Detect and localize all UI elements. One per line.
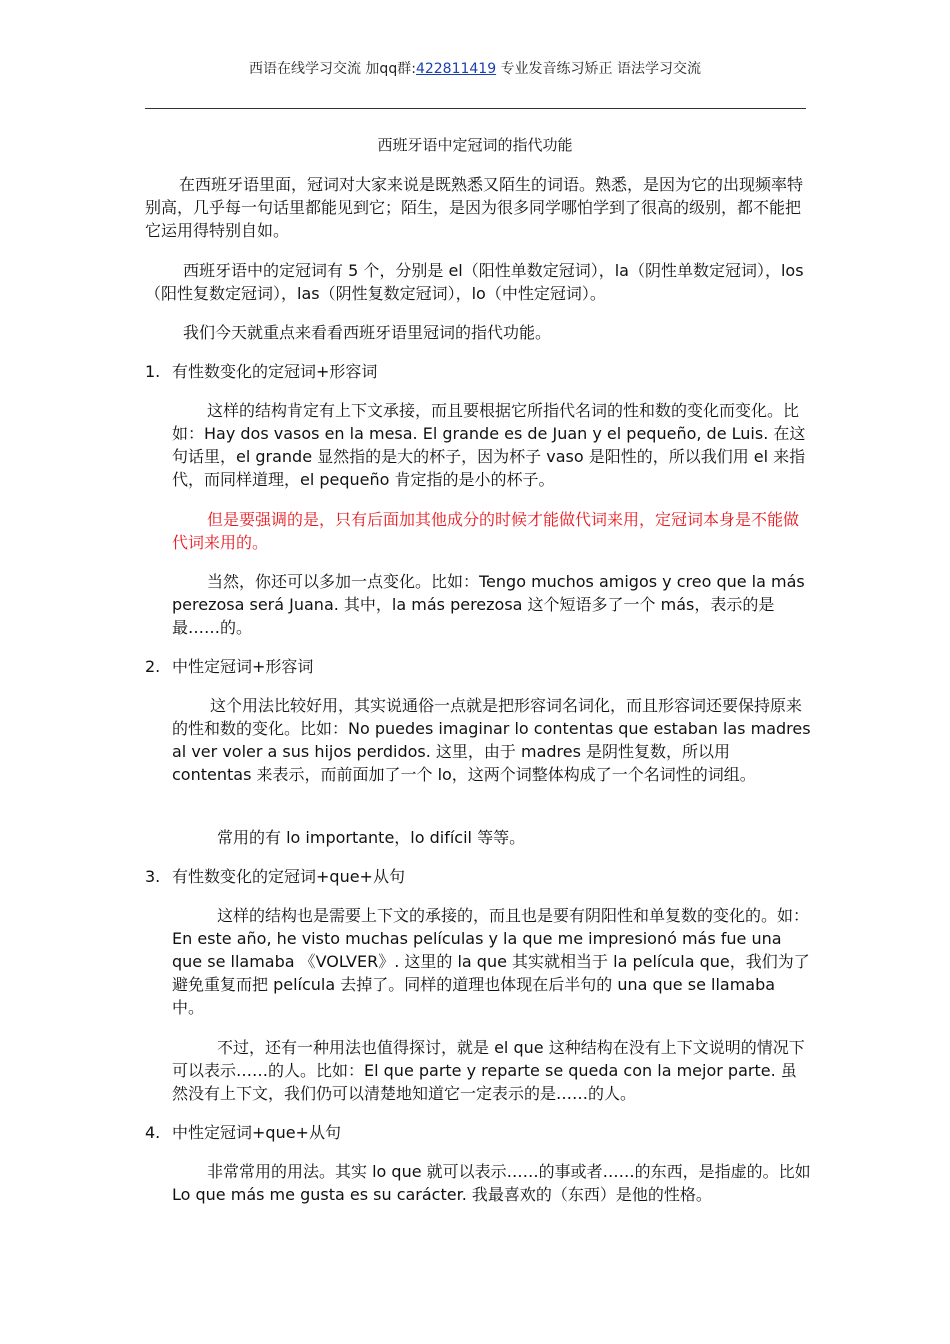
qq-group-link[interactable]: 422811419 (415, 61, 497, 77)
section-2-heading (145, 655, 785, 678)
section-1-red-note: 但是要强调的是，只有后面加其他成分的时候才能做代词来用，定冠词本身是不能做代词来用的。 (172, 510, 800, 552)
section-1-title: 有性数变化的定冠词+形容词 (172, 362, 378, 381)
document-title: 西班牙语中定冠词的指代功能 (377, 136, 573, 154)
section-4-paragraph-1: 非常常用的用法。其实 lo que 就可以表示……的事或者……的东西，是指虚的。比如 Lo que más me gusta es su carácter. 我最喜欢的（东西）是他的性格。 (172, 1162, 811, 1204)
header-suffix: 专业发音练习矫正 语法学习交流 (496, 61, 702, 77)
section-4-heading (145, 1121, 785, 1144)
section-3-number: 3. (145, 867, 161, 886)
section-2-paragraph-1: 这个用法比较好用，其实说通俗一点就是把形容词名词化，而且形容词还要保持原来的性和数的变化。比如：No puedes imaginar lo contentas que estaban las madres al ver voler a sus hijos perdidos. 这里，由于 madres 是阴性复数，所以用 contentas 来表示，而前面加了一个 lo，这两个词整体构成了一个名词性的词组。 (172, 696, 811, 784)
section-2-number: 2. (145, 657, 161, 676)
section-1-paragraph-1: 这样的结构肯定有上下文承接，而且要根据它所指代名词的性和数的变化而变化。比如：Hay dos vasos en la mesa. El grande es de Juan y el pequeño, de Luis. 在这句话里，el grande 显然指的是大的杯子，因为杯子 vaso 是阳性的，所以我们用 el 来指代，而同样道理，el pequeño 肯定指的是小的杯子。 (172, 401, 806, 489)
intro-paragraph-2: 西班牙语中的定冠词有 5 个，分别是 el（阳性单数定冠词），la（阴性单数定冠词），los（阳性复数定冠词），las（阴性复数定冠词），lo（中性定冠词）。 (145, 261, 804, 303)
section-1-paragraph-2: 当然，你还可以多加一点变化。比如：Tengo muchos amigos y creo que la más perezosa será Juana. 其中，la más perezosa 这个短语多了一个 más，表示的是最……的。 (172, 572, 805, 637)
section-3-paragraph-1: 这样的结构也是需要上下文的承接的，而且也是要有阴阳性和单复数的变化的。如：En este año, he visto muchas películas y la que me impresionó más fue una que se llamaba 《VOLVER》. 这里的 la que 其实就相当于 la película que，我们为了避免重复而把 película 去掉了。同样的道理也体现在后半句的 una que se llamaba 中。 (172, 906, 810, 1017)
section-3-heading (145, 865, 785, 888)
section-3-paragraph-2: 不过，还有一种用法也值得探讨，就是 el que 这种结构在没有上下文说明的情况下可以表示……的人。比如：El que parte y reparte se queda con la mejor parte. 虽然没有上下文，我们仍可以清楚地知道它一定表示的是……的人。 (172, 1038, 805, 1103)
header-prefix: 西语在线学习交流 加qq群: (248, 61, 416, 77)
section-2-paragraph-2: 常用的有 lo importante，lo difícil 等等。 (217, 828, 526, 847)
section-2-title: 中性定冠词+形容词 (172, 657, 314, 676)
intro-paragraph-1: 在西班牙语里面，冠词对大家来说是既熟悉又陌生的词语。熟悉，是因为它的出现频率特别高，几乎每一句话里都能见到它；陌生，是因为很多同学哪怕学到了很高的级别，都不能把它运用得特别自如。 (145, 175, 804, 240)
section-3-title: 有性数变化的定冠词+que+从句 (172, 867, 405, 886)
section-1-number: 1. (145, 362, 161, 381)
section-1-heading (145, 360, 785, 383)
intro-paragraph-3: 我们今天就重点来看看西班牙语里冠词的指代功能。 (183, 323, 552, 342)
header-divider (145, 108, 806, 109)
section-4-title: 中性定冠词+que+从句 (172, 1123, 341, 1142)
section-4-number: 4. (145, 1123, 161, 1142)
page-header (0, 58, 950, 78)
